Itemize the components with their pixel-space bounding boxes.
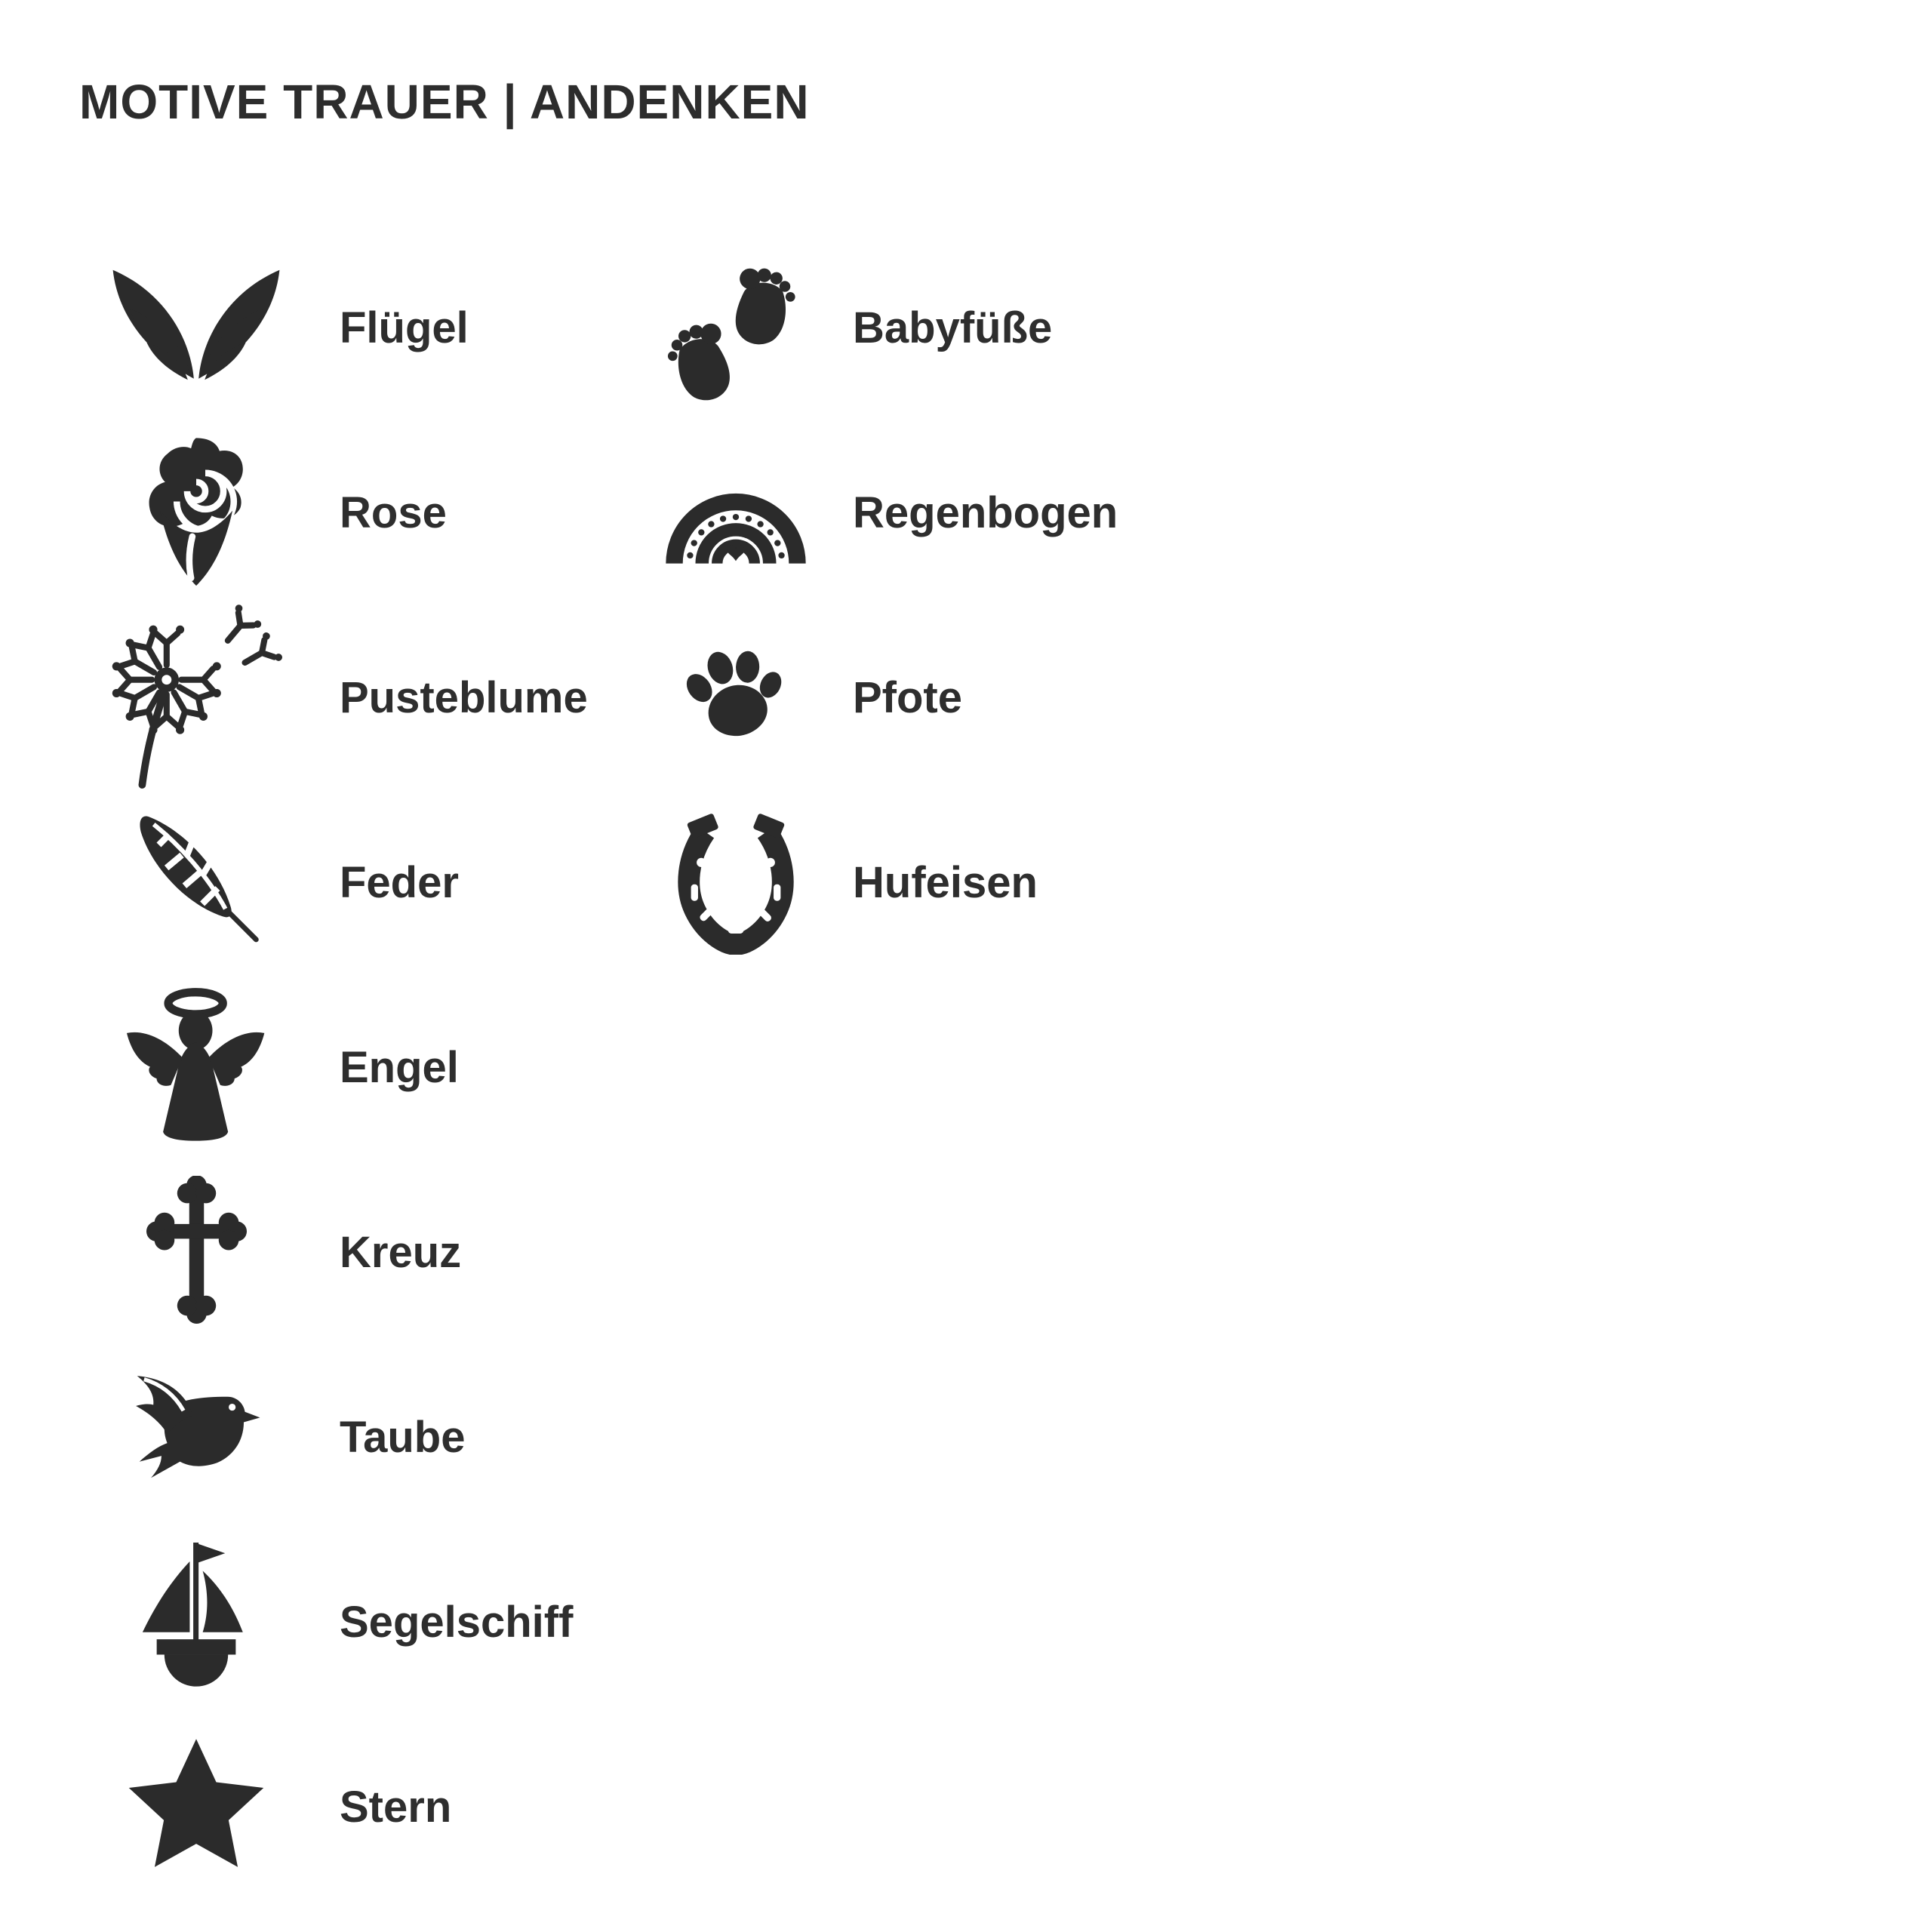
feather-icon xyxy=(106,809,287,956)
motif-row-hufeisen xyxy=(657,790,1118,975)
motif-label: Kreuz xyxy=(340,1228,462,1277)
motif-row-rose xyxy=(106,420,588,605)
paw-icon xyxy=(657,636,815,759)
star-icon xyxy=(106,1735,287,1879)
motif-label: Segelschiff xyxy=(340,1598,574,1647)
motif-label: Feder xyxy=(340,858,459,907)
motif-label: Rose xyxy=(340,488,447,537)
motif-row-fluegel xyxy=(106,235,588,420)
motif-label: Pusteblume xyxy=(340,673,588,722)
rainbow-icon xyxy=(657,457,815,568)
baby-feet-icon xyxy=(657,242,815,414)
motif-label: Babyfüße xyxy=(853,303,1053,352)
dandelion-icon xyxy=(106,603,287,793)
rose-icon xyxy=(106,435,287,591)
angel-icon xyxy=(106,986,287,1149)
motif-row-kreuz xyxy=(106,1160,588,1345)
motif-column-left xyxy=(106,235,588,1900)
motif-column-right xyxy=(657,235,1118,975)
horseshoe-icon xyxy=(657,811,815,955)
motif-row-feder xyxy=(106,790,588,975)
motif-label: Pfote xyxy=(853,673,962,722)
motif-label: Stern xyxy=(340,1783,452,1832)
motif-row-pfote xyxy=(657,605,1118,790)
motif-row-segelschiff xyxy=(106,1530,588,1715)
motif-label: Hufeisen xyxy=(853,858,1038,907)
motif-row-engel xyxy=(106,975,588,1160)
motif-label: Regenbogen xyxy=(853,488,1118,537)
motif-label: Taube xyxy=(340,1413,466,1462)
motif-label: Engel xyxy=(340,1043,459,1092)
dove-icon xyxy=(106,1374,287,1501)
motif-row-stern xyxy=(106,1715,588,1900)
motif-row-regenbogen xyxy=(657,420,1118,605)
motif-row-taube xyxy=(106,1345,588,1530)
wings-icon xyxy=(106,265,287,391)
page-title: MOTIVE TRAUER | ANDENKEN xyxy=(79,75,810,129)
cross-icon xyxy=(106,1176,287,1330)
sailboat-icon xyxy=(106,1543,287,1702)
motif-label: Flügel xyxy=(340,303,469,352)
motif-row-pusteblume xyxy=(106,605,588,790)
motif-row-babyfuesse xyxy=(657,235,1118,420)
